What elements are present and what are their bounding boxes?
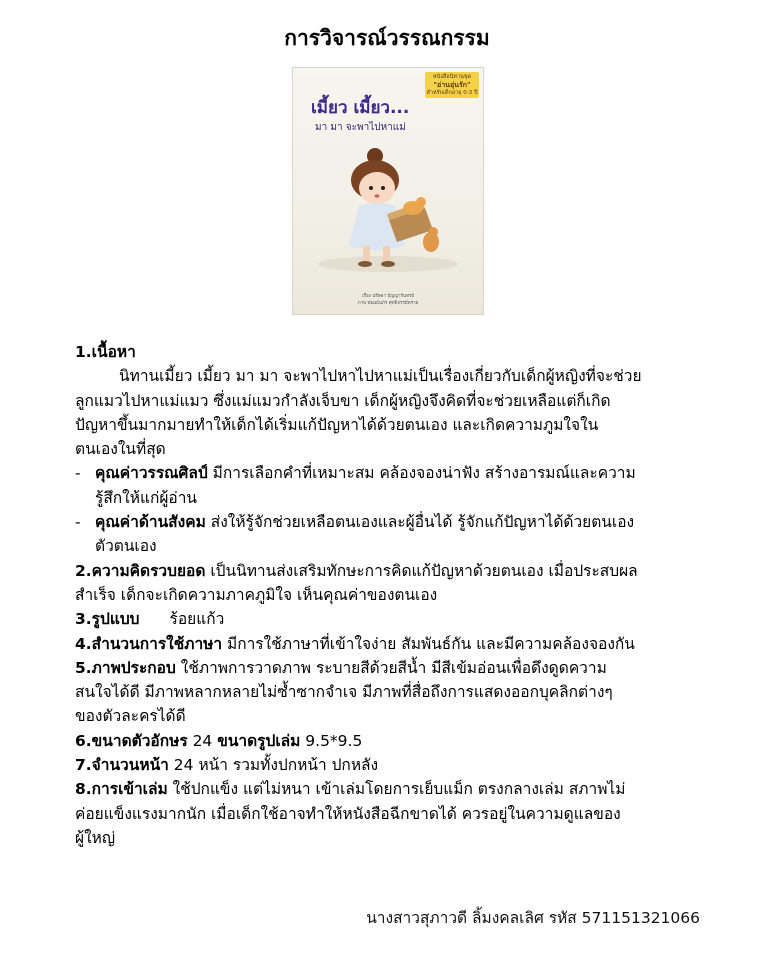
section-item <box>75 632 715 656</box>
section-continuation: สนใจได้ดี มีภาพหลากหลายไม่ซ้ำซากจำเจ มีภาพที่สื่อถึงการแสดงออกบุคลิกต่างๆ <box>75 683 613 702</box>
section-continuation: ผู้ใหญ่ <box>75 828 116 847</box>
section-text: 24 <box>187 731 218 750</box>
cover-badge: หนังสือนิทานชุด "อ่านอุ่นรัก" สำหรับเด็กอายุ 0-3 ปี <box>426 74 478 96</box>
section-heading: 6.ขนาดตัวอักษร <box>75 731 188 750</box>
section-text: 9.5*9.5 <box>300 731 363 750</box>
author-signature-line: นางสาวสุภาวดี ลิ้มงคลเลิศ รหัส 571151321066 <box>366 909 700 927</box>
section-text: ใช้ภาพการวาดภาพ ระบายสีด้วยสีน้ำ มีสีเข้มอ่อนเพื่อดึงดูดความ <box>175 658 607 677</box>
paragraph-line: ปัญหาขึ้นมากมายทำให้เด็กได้เริ่มแก้ปัญหาได้ด้วยตนเอง และเกิดความภูมใจใน <box>75 415 599 434</box>
bullet-item <box>75 510 715 534</box>
bullet-text: ส่งให้รู้จักช่วยเหลือตนเองและผู้อื่นได้ รู้จักแก้ปัญหาได้ด้วยตนเอง <box>205 513 635 532</box>
section-text: เป็นนิทานส่งเสริมทักษะการคิดแก้ปัญหาด้วยตนเอง เมื่อประสบผล <box>205 561 638 580</box>
cover-illustrator-credit: ภาพ พัณณ์นภัร ศุทธิจรรมีคราย <box>357 301 419 306</box>
section-heading: 7.จำนวนหน้า <box>75 756 169 775</box>
section-item <box>75 607 715 631</box>
book-cover-image <box>292 67 484 315</box>
section-heading: 5.ภาพประกอบ <box>75 658 176 677</box>
bullet-dash: - <box>75 464 81 483</box>
section-heading: 1.เนื้อหา <box>75 343 136 361</box>
section-heading: 2.ความคิดรวบยอด <box>75 561 206 580</box>
paragraph-line: ลูกแมวไปหาแม่แมว ซึ่งแม่แมวกำลังเจ็บขา เด็กผู้หญิงจึงคิดที่จะช่วยเหลือแต่ก็เกิด <box>75 391 611 410</box>
section-heading: ขนาดรูปเล่ม <box>217 731 301 750</box>
review-content <box>75 340 715 850</box>
section-continuation: ของตัวละครได้ดี <box>75 707 186 726</box>
bullet-dash: - <box>75 513 81 532</box>
section-continuation: สำเร็จ เด็กจะเกิดความภาคภูมิใจ เห็นคุณค่าของตนเอง <box>75 585 438 604</box>
section-item <box>75 559 715 583</box>
bullet-continuation: รู้สึกให้แก่ผู้อ่าน <box>95 488 198 507</box>
paragraph-line: นิทานเมี้ยว เมี้ยว มา มา จะพาไปหาไปหาแม่เป็นเรื่องเกี่ยวกับเด็กผู้หญิงที่จะช่วย <box>119 367 642 386</box>
section-item <box>75 777 715 801</box>
bullet-label: คุณค่าด้านสังคม <box>95 513 206 532</box>
bullet-text: มีการเลือกคำที่เหมาะสม คล้องจองน่าฟัง สร้างอารมณ์และความ <box>207 464 636 483</box>
section-heading: 3.รูปแบบ <box>75 610 140 629</box>
section-text: มีการใช้ภาษาที่เข้าใจง่าย สัมพันธ์กัน และมีความคล้องจองกัน <box>222 634 635 653</box>
cover-author-credit: เรื่อง นรีลดา ปัญญารันทรย์ <box>362 294 414 299</box>
section-heading: 8.การเข้าเล่ม <box>75 780 168 799</box>
section-text: ร้อยแก้ว <box>169 610 225 629</box>
section-text: ใช้ปกแข็ง แต่ไม่หนา เข้าเล่มโดยการเย็บแม็ก ตรงกลางเล่ม สภาพไม่ <box>167 780 626 799</box>
paragraph-line: ตนเองในที่สุด <box>75 440 166 459</box>
bullet-continuation: ตัวตนเอง <box>95 537 157 556</box>
section-item <box>75 729 715 753</box>
cover-title: เมี้ยว เมี้ยว... <box>311 98 410 118</box>
section-continuation: ค่อยแข็งแรงมากนัก เมื่อเด็กใช้อาจทำให้หนังสือฉีกขาดได้ ควรอยู่ในความดูแลของ <box>75 804 621 823</box>
section-item <box>75 753 715 777</box>
cover-subtitle: มา มา จะพาไปหาแม่ <box>315 122 406 133</box>
section-text: 24 หน้า รวมทั้งปกหน้า ปกหลัง <box>168 756 379 775</box>
bullet-label: คุณค่าวรรณศิลป์ <box>95 464 208 483</box>
section-heading: 4.สำนวนการใช้ภาษา <box>75 634 223 653</box>
section-item <box>75 656 715 680</box>
page-title: การวิจารณ์วรรณกรรม <box>284 26 490 50</box>
bullet-item <box>75 461 715 485</box>
